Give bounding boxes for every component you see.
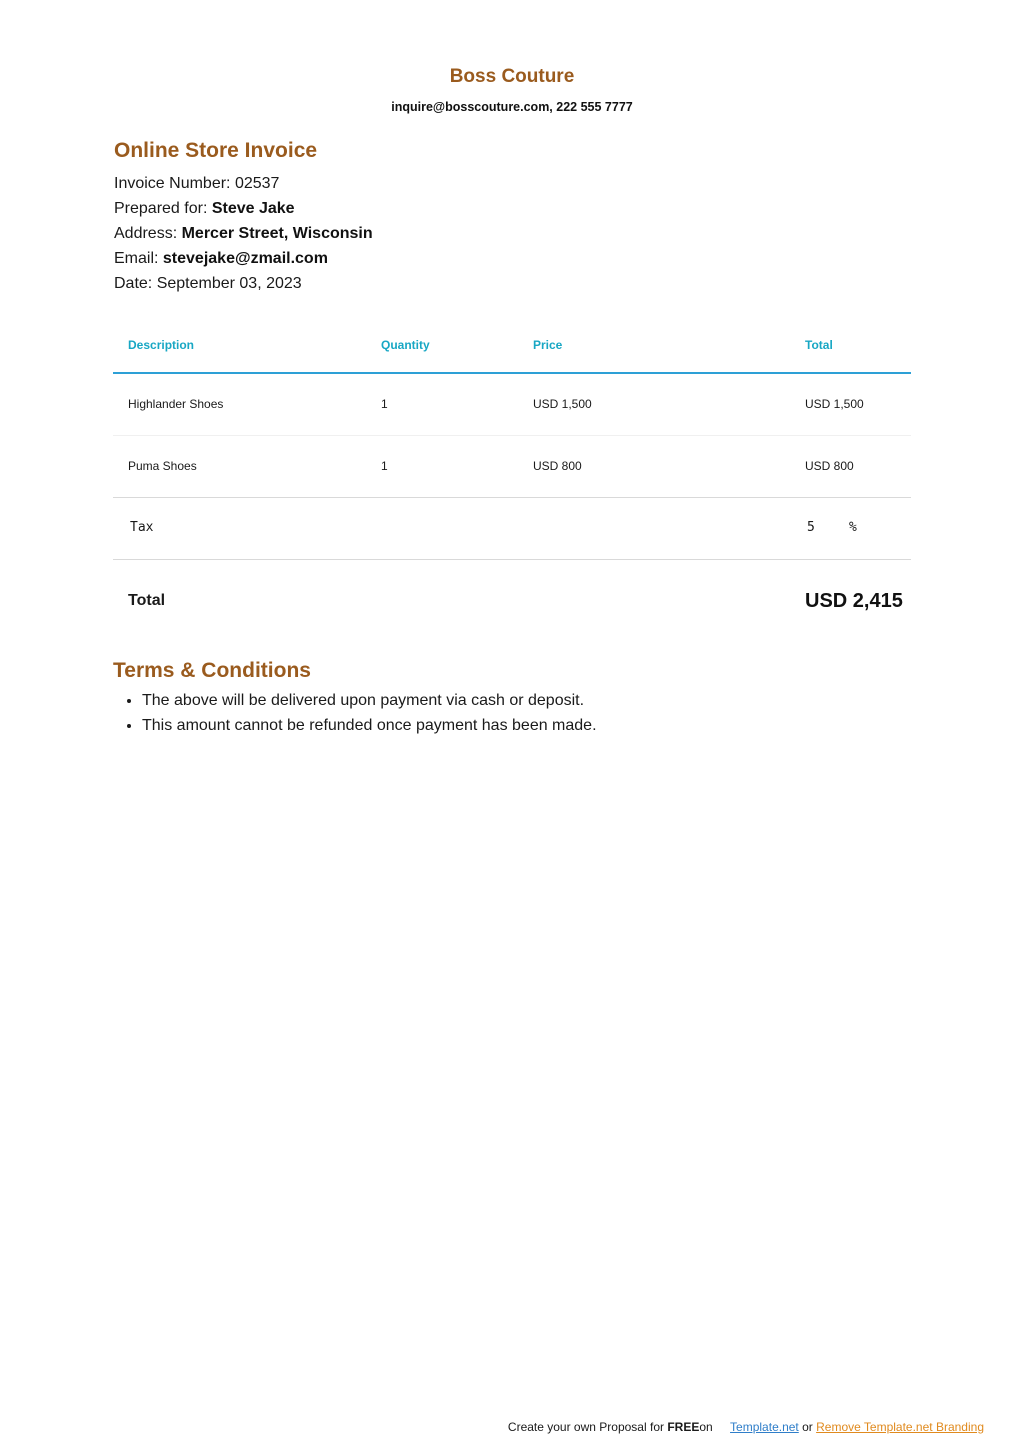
tax-unit: % <box>849 520 857 535</box>
address-value: Mercer Street, Wisconsin <box>181 225 373 242</box>
date-line <box>114 271 373 296</box>
address-line <box>114 221 373 246</box>
column-header-quantity: Quantity <box>381 338 430 352</box>
item-quantity: 1 <box>381 459 388 473</box>
footer-free: FREE <box>667 1420 700 1434</box>
table-row <box>113 436 911 498</box>
list-item: • This amount cannot be refunded once payment has been made. <box>142 713 913 738</box>
column-header-total: Total <box>805 338 833 352</box>
company-name: Boss Couture <box>449 66 575 87</box>
item-price: USD 800 <box>533 459 582 473</box>
date-label: Date: <box>114 275 157 292</box>
invoice-table <box>113 318 911 640</box>
template-net-link[interactable]: Template.net <box>730 1420 799 1434</box>
item-description: Puma Shoes <box>128 459 197 473</box>
footer-text: Create your own Proposal for <box>507 1420 668 1434</box>
total-value: USD 2,415 <box>805 590 903 612</box>
email-line <box>114 246 373 271</box>
item-total: USD 1,500 <box>805 397 864 411</box>
email-value: stevejake@zmail.com <box>162 250 328 267</box>
total-row <box>113 560 911 640</box>
list-item: • The above will be delivered upon payment via cash or deposit. <box>142 688 913 713</box>
company-contact: inquire@bosscouture.com, 222 555 7777 <box>391 100 633 114</box>
footer-on: on <box>699 1420 713 1434</box>
invoice-number-label: Invoice Number: <box>114 175 235 192</box>
column-header-price: Price <box>533 338 563 352</box>
invoice-number: 02537 <box>234 175 280 192</box>
tax-label: Tax <box>130 520 154 535</box>
invoice-number-line <box>114 171 373 196</box>
terms-section <box>113 658 913 738</box>
tax-value: 5 <box>807 520 815 535</box>
email-label: Email: <box>114 250 163 267</box>
tax-row <box>113 498 911 560</box>
terms-title: Terms & Conditions <box>113 659 311 682</box>
table-header-row <box>113 318 911 374</box>
item-quantity: 1 <box>381 397 388 411</box>
item-price: USD 1,500 <box>533 397 592 411</box>
table-row <box>113 374 911 436</box>
column-header-description: Description <box>128 338 195 352</box>
item-total: USD 800 <box>805 459 854 473</box>
item-description: Highlander Shoes <box>128 397 224 411</box>
invoice-title: Online Store Invoice <box>114 139 318 162</box>
footer-branding <box>508 1420 984 1434</box>
remove-branding-link[interactable]: Remove Template.net Branding <box>816 1420 984 1434</box>
total-label: Total <box>128 592 166 609</box>
invoice-details <box>114 138 373 296</box>
prepared-for-line <box>114 196 373 221</box>
date-value: September 03, 2023 <box>156 275 302 292</box>
terms-list <box>113 688 913 738</box>
address-label: Address: <box>114 225 182 242</box>
prepared-for-name: Steve Jake <box>211 200 295 217</box>
footer-or: or <box>798 1420 817 1434</box>
prepared-for-label: Prepared for: <box>114 200 212 217</box>
